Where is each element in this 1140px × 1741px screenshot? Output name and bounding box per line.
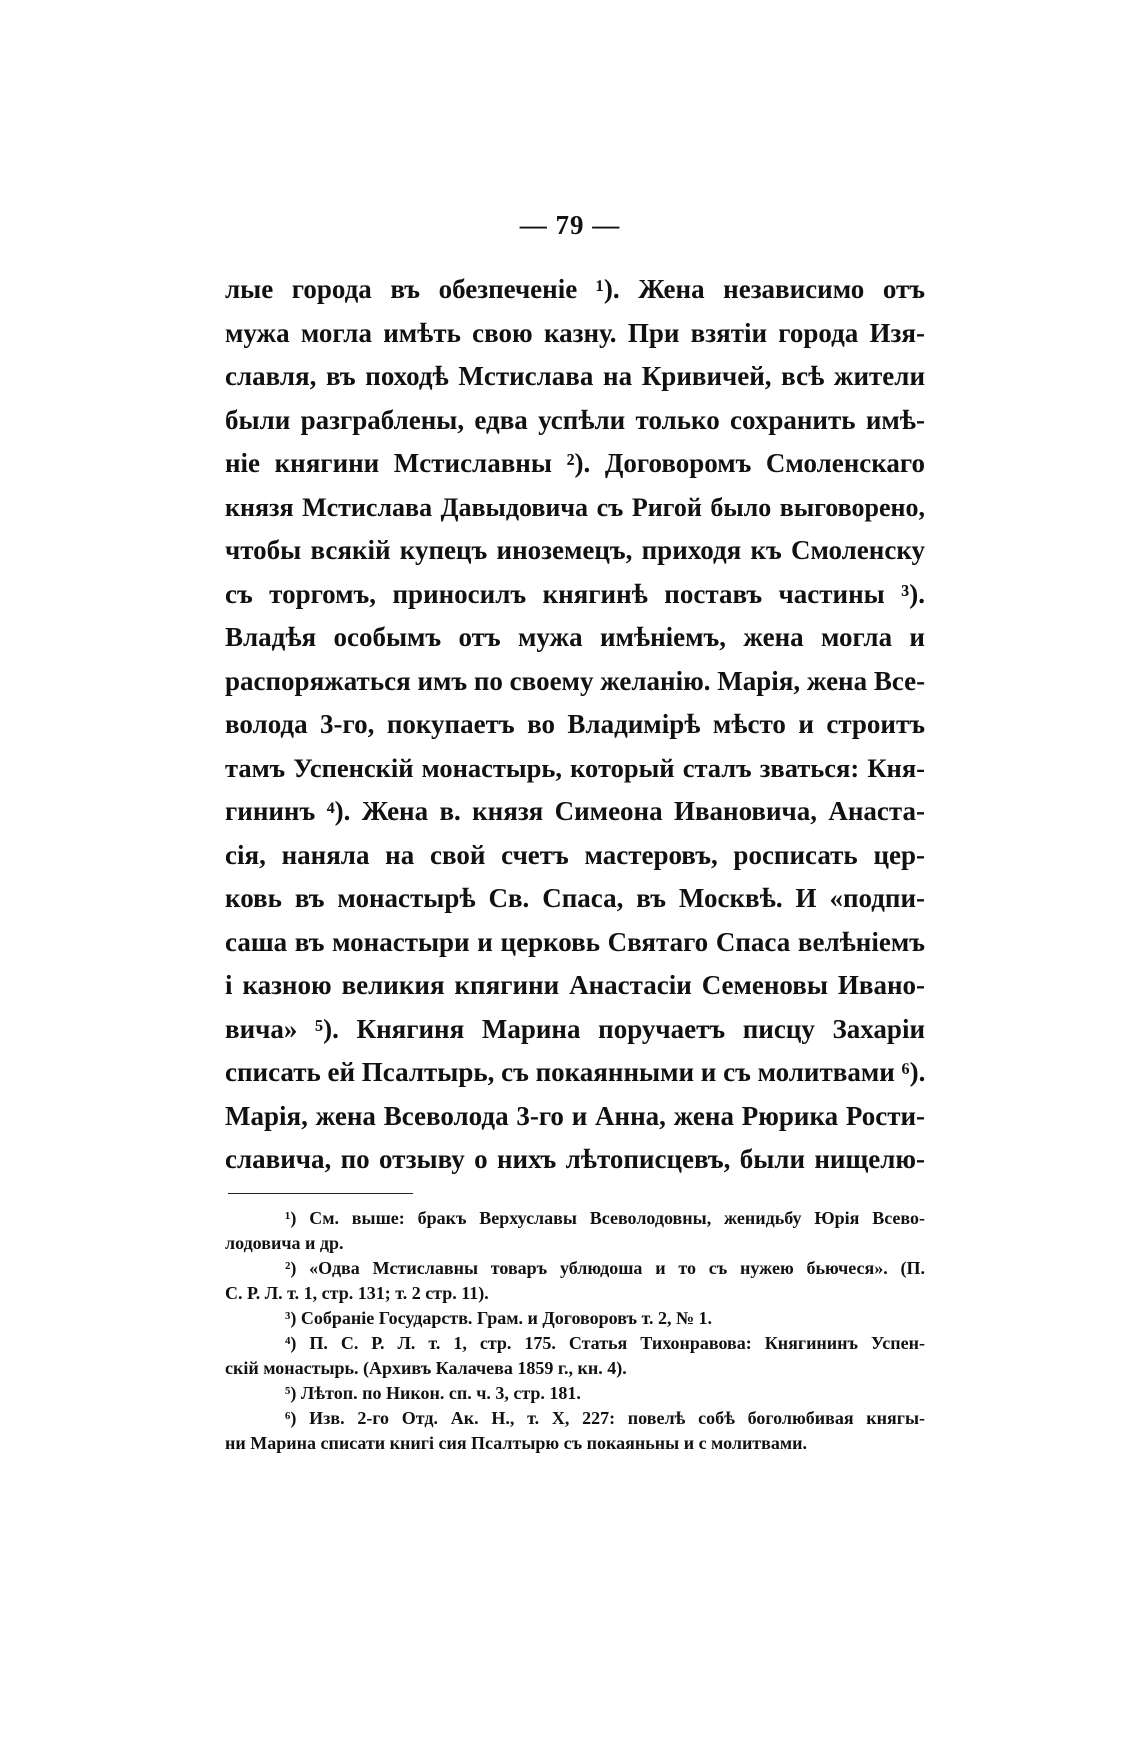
text-line: саша въ монастыри и церковь Святаго Спаса велѣніемъ xyxy=(225,926,925,957)
text-line: Марія, жена Всеволода 3-го и Анна, жена Рюрика Рости- xyxy=(225,1100,925,1131)
text-line: были разграблены, едва успѣли только сохранить имѣ- xyxy=(225,404,925,435)
text-line: гининъ ⁴). Жена в. князя Симеона Ивановича, Анаста- xyxy=(225,796,925,826)
footnote-line: ²) «Одва Мстиславны товаръ ублюдоша и то съ нужею бьючеся». (П. xyxy=(285,1258,925,1278)
text-line: сія, наняла на свой счетъ мастеровъ, росписать цер- xyxy=(225,839,925,870)
footnote-separator xyxy=(228,1193,413,1194)
text-line: волода 3-го, покупаетъ во Владимірѣ мѣсто и строитъ xyxy=(225,709,925,739)
text-line: мужа могла имѣть свою казну. При взятіи города Изя- xyxy=(225,317,925,348)
text-line: славля, въ походѣ Мстислава на Кривичей, всѣ жители xyxy=(225,361,925,391)
text-line: лые города въ обезпеченіе ¹). Жена независимо отъ xyxy=(225,274,925,304)
footnote-line: ³) Собраніе Государств. Грам. и Договоровъ т. 2, № 1. xyxy=(285,1308,713,1328)
footnote-line: С. Р. Л. т. 1, стр. 131; т. 2 стр. 11). xyxy=(225,1283,489,1303)
text-line: вича» ⁵). Княгиня Марина поручаетъ писцу Захаріи xyxy=(225,1013,925,1044)
text-line: чтобы всякій купецъ иноземецъ, приходя къ Смоленску xyxy=(225,535,925,565)
text-line: ніе княгини Мстиславны ²). Договоромъ Смоленскаго xyxy=(225,448,925,478)
footnotes xyxy=(225,1206,925,1456)
footnote-line: ⁵) Лѣтоп. по Никон. сп. ч. 3, стр. 181. xyxy=(285,1383,581,1403)
text-line: распоряжаться имъ по своему желанію. Марія, жена Все- xyxy=(225,665,926,696)
text-line: славича, по отзыву о нихъ лѣтописцевъ, были нищелю- xyxy=(225,1144,925,1174)
text-line: Владѣя особымъ отъ мужа имѣніемъ, жена могла и xyxy=(225,622,925,652)
main-text xyxy=(225,268,925,1182)
footnote-line: ⁶) Изв. 2-го Отд. Ак. Н., т. X, 227: повелѣ собѣ боголюбивая княгы- xyxy=(285,1408,925,1428)
footnote-line: лодовича и др. xyxy=(225,1233,344,1253)
text-line: князя Мстислава Давыдовича съ Ригой было выговорено, xyxy=(225,492,925,522)
text-line: съ торгомъ, приносилъ княгинѣ поставъ частины ³). xyxy=(225,578,925,609)
footnote-line: скій монастырь. (Архивъ Калачева 1859 г., кн. 4). xyxy=(225,1358,627,1378)
footnote-line: ⁴) П. С. Р. Л. т. 1, стр. 175. Статья Тихонравова: Княгининъ Успен- xyxy=(285,1333,925,1353)
text-line: і казною великия кпягини Анастасіи Семеновы Ивано- xyxy=(225,970,925,1000)
footnote-line: ¹) См. выше: бракъ Верхуславы Всеволодовны, женидьбу Юрія Всево- xyxy=(285,1208,925,1228)
text-line: тамъ Успенскій монастырь, который сталъ зваться: Кня- xyxy=(225,752,925,783)
text-line: ковь въ монастырѣ Св. Спаса, въ Москвѣ. И «подпи- xyxy=(225,883,925,913)
page-number: — 79 — xyxy=(519,210,621,240)
text-line: списать ей Псалтырь, съ покаянными и съ молитвами ⁶). xyxy=(225,1057,926,1087)
footnote-line: ни Марина списати книгі сия Псалтырю съ покаяньны и с молитвами. xyxy=(225,1433,808,1453)
